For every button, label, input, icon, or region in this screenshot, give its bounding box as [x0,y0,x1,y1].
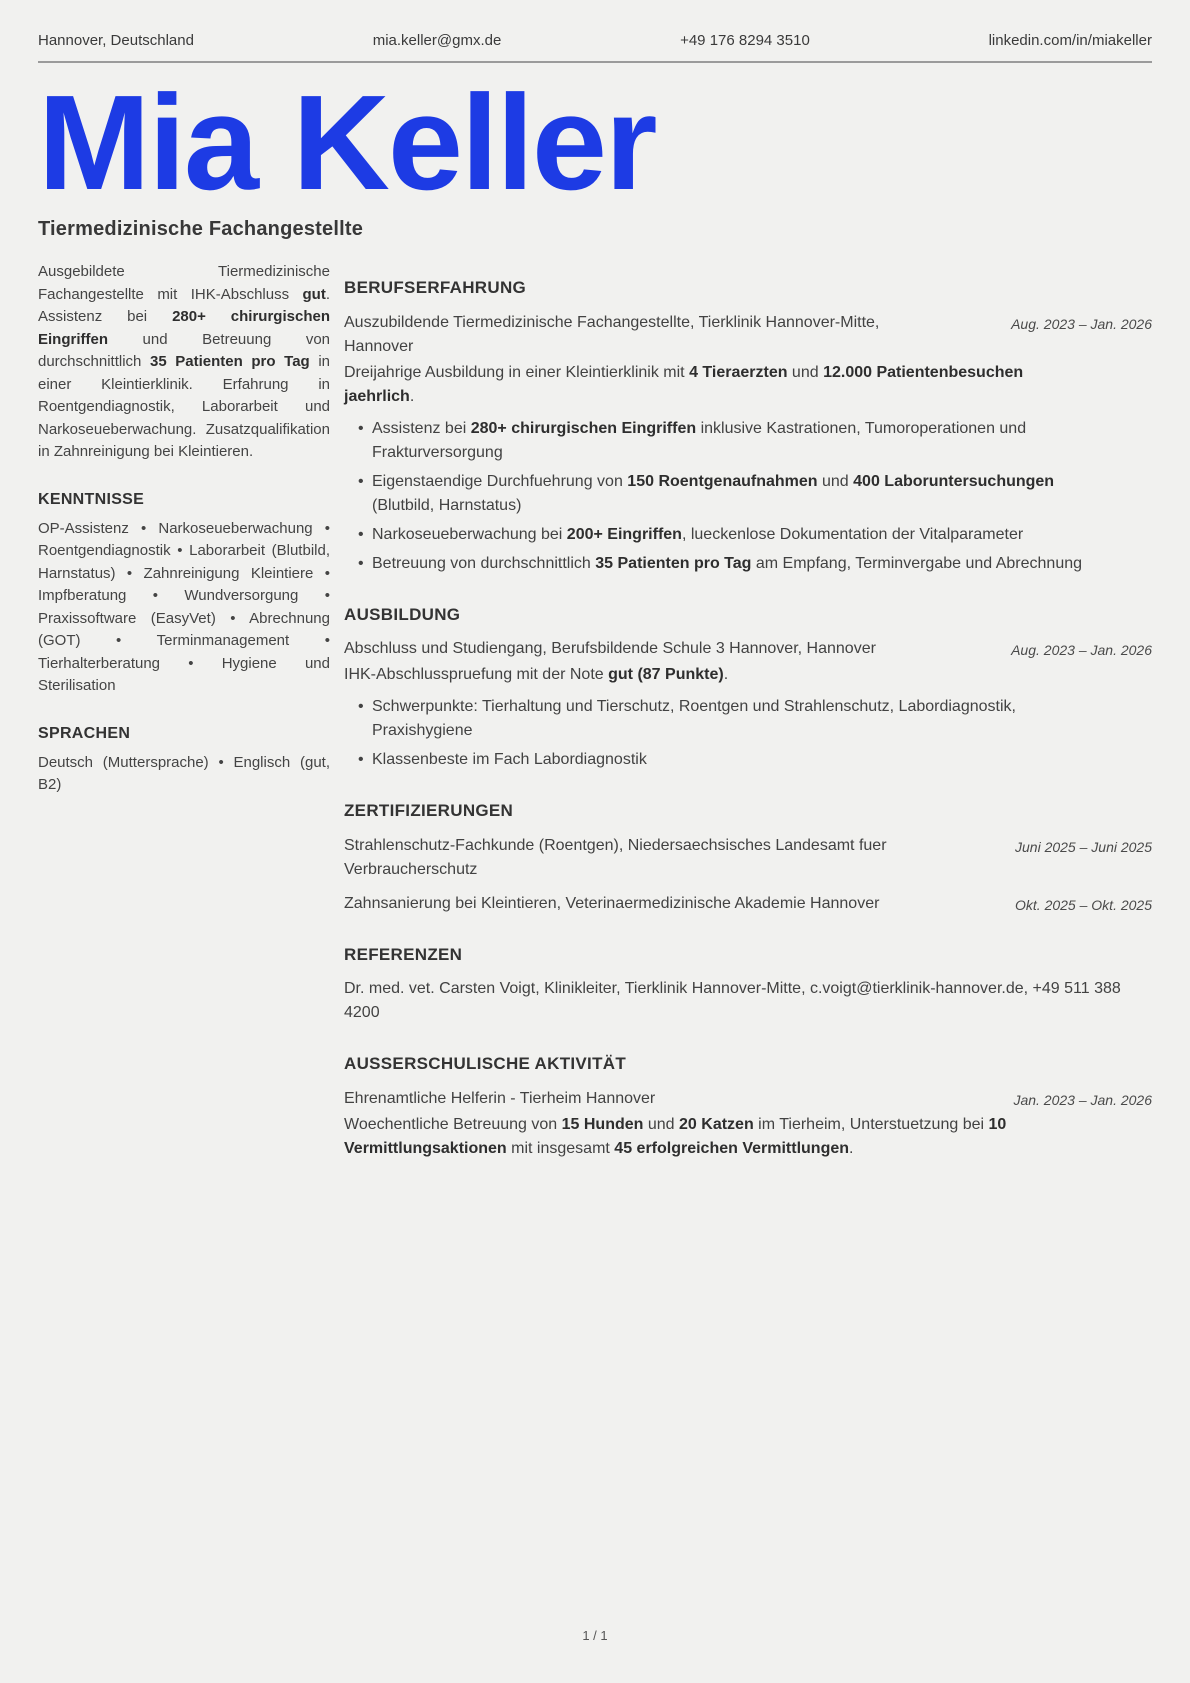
education-entry-date: Aug. 2023 – Jan. 2026 [1011,642,1152,658]
languages-list: Deutsch (Muttersprache) • Englisch (gut, B2) [38,753,330,793]
summary-paragraph: Ausgebildete Tiermedizinische Fachangestellte mit IHK-Abschluss gut. Assistenz bei 280+ chirurgischen Eingriffen und Betreuung von durchschnittlich 35 Patienten pro Tag in einer Kleintierklinik. Erfahrung in Roentgendiagnostik, Laborarbeit und Narkoseueberwachung. Zusatzqualifikation in Zahnreinigung bei Kleintieren. [38,263,330,460]
page-number: 1 / 1 [582,1628,608,1643]
references-text: Dr. med. vet. Carsten Voigt, Klinikleiter, Tierklinik Hannover-Mitte, c.voigt@tierklinik-hannover.de, +49 511 388 4200 [344,980,1121,1021]
education-entry-head [344,637,1152,661]
education-heading: AUSBILDUNG [344,604,461,624]
experience-entry [344,311,1152,576]
section-references [344,942,1152,1026]
experience-bullet: • Betreuung von durchschnittlich 35 Patienten pro Tag am Empfang, Terminvergabe und Abrechnung [344,552,1089,576]
contact-phone: +49 176 8294 3510 [680,32,810,49]
education-bullet-list [344,695,1152,772]
certification-entry-date: Juni 2025 – Juni 2025 [1015,838,1152,855]
references-heading: REFERENZEN [344,944,463,964]
section-education [344,602,1152,773]
education-entry-title: Abschluss und Studiengang, Berufsbildende Schule 3 Hannover, Hannover [344,640,876,657]
experience-bullet: • Narkoseueberwachung bei 200+ Eingriffen, lueckenlose Dokumentation der Vitalparameter [344,523,1089,547]
contact-linkedin: linkedin.com/in/miakeller [988,32,1152,49]
skills-list: OP-Assistenz • Narkoseueberwachung • Roentgendiagnostik • Laborarbeit (Blutbild, Harnstatus) • Zahnreinigung Kleintiere • Impfberatung • Wundversorgung • Praxissoftware (EasyVet) • Abrechnung (GOT) • Terminmanagement • Tierhalterberatung • Hygiene und Sterilisation [38,519,330,694]
activity-entry-description: Woechentliche Betreuung von 15 Hunden und 20 Katzen im Tierheim, Unterstuetzung bei 10 Vermittlungsaktionen mit insgesamt 45 erfolgreichen Vermittlungen. [344,1115,1007,1157]
certification-entry-head [344,834,1152,882]
education-entry-description: IHK-Abschlusspruefung mit der Note gut (87 Punkte). [344,666,729,683]
certification-entry-date: Okt. 2025 – Okt. 2025 [1015,896,1152,913]
contact-email: mia.keller@gmx.de [372,32,502,49]
education-bullet: • Klassenbeste im Fach Labordiagnostik [344,748,1089,772]
activity-entry-title: Ehrenamtliche Helferin - Tierheim Hannover [344,1089,656,1107]
education-entry [344,637,1152,772]
experience-bullet: • Eigenstaendige Durchfuehrung von 150 Roentgenaufnahmen und 400 Laboruntersuchungen (Blutbild, Harnstatus) [344,470,1089,518]
certifications-heading: ZERTIFIZIERUNGEN [344,801,514,820]
content-columns [38,261,1152,1161]
certification-entry-title: Strahlenschutz-Fachkunde (Roentgen), Niedersaechsisches Landesamt fuer Verbraucherschutz [344,836,887,878]
experience-bullet: • Assistenz bei 280+ chirurgischen Eingriffen inklusive Kastrationen, Tumoroperationen und Frakturversorgung [344,417,1089,465]
experience-entry-head [344,311,1152,359]
contact-location: Hannover, Deutschland [38,32,194,49]
activity-entry-date: Jan. 2023 – Jan. 2026 [1013,1091,1152,1108]
candidate-name: Mia Keller [38,67,656,218]
candidate-job-title: Tiermedizinische Fachangestellte [38,218,364,240]
header-divider [38,61,1152,63]
certification-entry [344,834,1152,882]
certification-entry-head [344,892,1152,916]
experience-entry-description: Dreijahrige Ausbildung in einer Kleintierklinik mit 4 Tieraerzten und 12.000 Patientenbesuchen jaehrlich. [344,363,1024,405]
section-activity [344,1051,1152,1161]
contact-bar [38,26,1152,61]
section-certifications [344,798,1152,916]
certification-entry-title: Zahnsanierung bei Kleintieren, Veterinaermedizinische Akademie Hannover [344,894,880,912]
languages-heading: SPRACHEN [38,724,131,742]
experience-bullet-list [344,417,1152,576]
education-bullet: • Schwerpunkte: Tierhaltung und Tierschutz, Roentgen und Strahlenschutz, Labordiagnostik, Praxishygiene [344,695,1089,743]
skills-heading: KENNTNISSE [38,490,145,508]
activity-entry [344,1087,1152,1161]
experience-entry-title: Auszubildende Tiermedizinische Fachangestellte, Tierklinik Hannover-Mitte, Hannover [344,313,880,355]
experience-heading: BERUFSERFAHRUNG [344,278,527,297]
certification-entry [344,892,1152,916]
section-experience [344,275,1152,576]
activity-entry-head [344,1087,1152,1111]
experience-entry-date: Aug. 2023 – Jan. 2026 [1011,315,1152,332]
main-content [344,261,1152,1161]
activity-heading: AUSSERSCHULISCHE AKTIVITÄT [344,1054,627,1073]
sidebar [38,261,330,1161]
